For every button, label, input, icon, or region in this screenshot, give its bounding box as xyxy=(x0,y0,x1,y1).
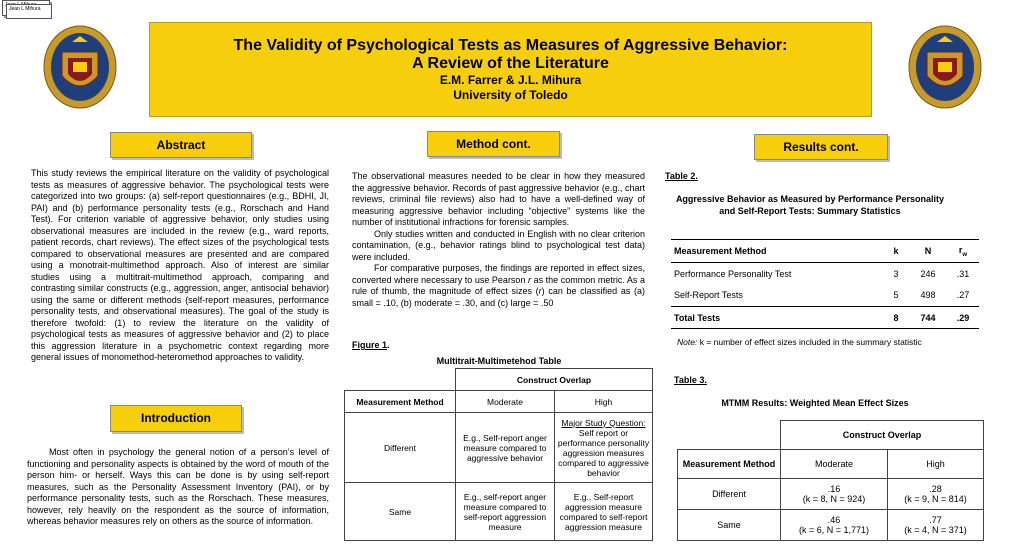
cell-same-high: E.g., Self-report aggression measure compared to self-report aggression measure xyxy=(555,483,653,541)
introduction-heading: Introduction xyxy=(110,405,242,432)
t2-header-rw: $r_w$ xyxy=(958,244,968,258)
t2-cell: .31 xyxy=(956,268,970,279)
table2-note: Note: k = number of effect sizes included in the summary statistic xyxy=(677,337,922,347)
t3-high: High xyxy=(888,450,984,479)
table3-mtmm xyxy=(677,420,984,541)
authors: E.M. Farrer & J.L. Mihura xyxy=(439,73,582,87)
introduction-paragraph: Most often in psychology the general notion of a person’s level of functioning and personality aspects is obtained by the word of mouth of the person him- or herself. Ways this can be done is by using self-report measures, such as the Personality Assessment Inventory (PAI), or by performance personality tests, such as the Rorschach. These measures, however, rely heavily on the respondent as the source of information, whereas behavior measures rely on others as the source of information. xyxy=(27,447,329,526)
poster-title-line2: A Review of the Literature xyxy=(412,55,609,72)
method-text xyxy=(352,171,645,309)
t2-cell: Self-Report Tests xyxy=(674,290,743,301)
t3-same: Same xyxy=(678,510,781,541)
t2-cell: Total Tests xyxy=(674,312,721,323)
t2-header-method: Measurement Method xyxy=(674,246,767,256)
t2-cell: 498 xyxy=(920,290,936,301)
row-same-label: Same xyxy=(345,483,456,541)
cell-same-moderate: E.g., self-report anger measure compared to self-report aggression measure xyxy=(456,483,555,541)
t3-construct-overlap: Construct Overlap xyxy=(781,421,984,450)
t2-cell: 8 xyxy=(893,312,899,323)
row-different-label: Different xyxy=(345,413,456,483)
poster-title-line1: The Validity of Psychological Tests as Measures of Aggressive Behavior: xyxy=(233,37,788,54)
institution: University of Toledo xyxy=(453,88,568,102)
t2-cell: 744 xyxy=(920,312,936,323)
t3-same-moderate: .46 (k = 6, N = 1,771) xyxy=(781,510,888,541)
table2 xyxy=(671,239,979,329)
t2-header-n: N xyxy=(924,246,932,256)
t3-measurement-method: Measurement Method xyxy=(678,450,781,479)
t3-different-moderate: .16 (k = 8, N = 924) xyxy=(781,479,888,510)
university-seal-left xyxy=(42,24,118,110)
t3-different-high: .28 (k = 9, N = 814) xyxy=(888,479,984,510)
table-row xyxy=(671,285,979,307)
cell-different-moderate: E.g., Self-report anger measure compared to aggressive behavior xyxy=(456,413,555,483)
table3-title: MTMM Results: Weighted Mean Effect Sizes xyxy=(721,398,909,408)
introduction-text xyxy=(27,447,329,528)
title-banner xyxy=(149,22,872,117)
method-heading: Method cont. xyxy=(427,131,560,157)
figure-label: Figure 1. xyxy=(352,340,390,350)
t2-header-k: k xyxy=(893,246,899,256)
t2-cell: .29 xyxy=(956,312,970,323)
t2-cell: 3 xyxy=(893,268,899,279)
method-paragraph-1: The observational measures needed to be clear in how they measured the aggressive behavior. Records of past aggressive behavior (e.g., chart reviews, criminal file reviews) also had to have a well-defined way of measuring aggressive behavior including “objective” systems like the number of institutional infractions for forensic samples. xyxy=(352,171,645,227)
moderate-header: Moderate xyxy=(456,391,555,413)
author-tag-front: Jean L Mihura xyxy=(6,4,52,19)
table-corner xyxy=(345,369,456,391)
t3-moderate: Moderate xyxy=(781,450,888,479)
t3-different: Different xyxy=(678,479,781,510)
construct-overlap-header: Construct Overlap xyxy=(456,369,653,391)
measurement-method-header: Measurement Method xyxy=(345,391,456,413)
cell-different-high: Major Study Question: Self report or performance personality aggression measures compared to aggressive behavior xyxy=(555,413,653,483)
table-corner xyxy=(678,421,781,450)
table-row xyxy=(671,263,979,285)
t2-cell: 5 xyxy=(893,290,899,301)
table2-label: Table 2. xyxy=(665,171,698,181)
abstract-paragraph: This study reviews the empirical literature on the validity of psychological tests as measures of aggressive behavior. The psychological tests were categorized into two groups: (a) self-report questionnaires (e.g., BDHI, JI, PAI) and (b) performance personality tests (e.g., Rorschach and Hand Test). For criterion variable of aggressive behavior, only studies using observational measures are included in the review (e.g., ward reports, patient records, chart reviews). The effect sizes of the psychological tests compared to observational measures are presented and are compared using a monotrait-multimethod approach. Also of interest are similar studies using a multitrait-multimethod approach, comparing and contrasting similar constructs (e.g., aggression, anger, antisocial behavior) using the same or different methods (self-report measures, performance personality tests, and observational measures). The goal of the study is therefore twofold: (1) to review the literature on the validity of psychological tests as measures of aggressive behavior and (2) to place this aggression literature in a psychometric context regarding more general issues of monomethod-heteromethod approaches to validity. xyxy=(31,168,329,362)
figure-title: Multitrait-Multimetehod Table xyxy=(436,356,562,366)
abstract-heading: Abstract xyxy=(110,132,252,158)
method-paragraph-2: Only studies written and conducted in English with no clear criterion contamination, (e.g., behavior ratings blind to psychological test data) were included. xyxy=(352,228,645,262)
t2-cell: Performance Personality Test xyxy=(674,268,792,279)
method-paragraph-3: For comparative purposes, the findings are reported in effect sizes, converted where necessary to use Pearson r as the common metric. As a rule of thumb, the magnitude of effect sizes (r) can be classified as (a) small = .10, (b) moderate = .30, and (c) large = .50 xyxy=(352,263,645,308)
t2-cell: 246 xyxy=(920,268,936,279)
table3-label: Table 3. xyxy=(674,375,707,385)
results-heading: Results cont. xyxy=(754,134,888,160)
t3-same-high: .77 (k = 4, N = 371) xyxy=(888,510,984,541)
university-seal-right xyxy=(907,24,983,110)
table-row-total xyxy=(671,307,979,329)
table2-title: Aggressive Behavior as Measured by Performance Personality and Self-Report Tests: Summary Statistics xyxy=(675,194,945,216)
figure-mtmm-table xyxy=(344,368,653,541)
t2-cell: .27 xyxy=(956,290,970,301)
high-header: High xyxy=(555,391,653,413)
abstract-text xyxy=(31,168,329,364)
